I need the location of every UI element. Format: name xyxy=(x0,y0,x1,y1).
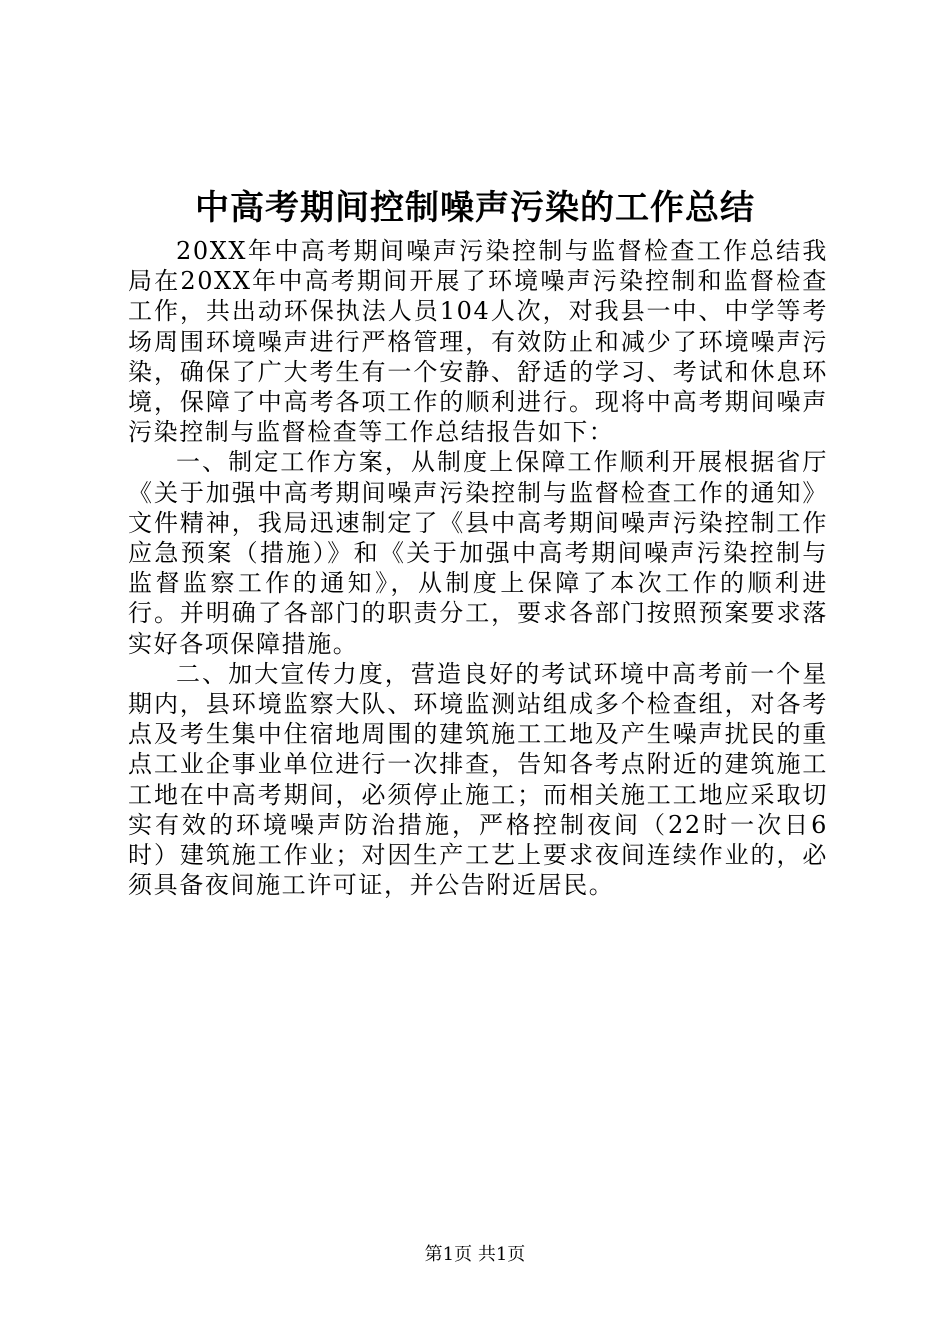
paragraph-intro: 20XX年中高考期间噪声污染控制与监督检查工作总结我局在20XX年中高考期间开展了环境噪声污染控制和监督检查工作，共出动环保执法人员104人次，对我县一中、中学等考场周围环境噪声进行严格管理，有效防止和减少了环境噪声污染，确保了广大考生有一个安静、舒适的学习、考试和休息环境，保障了中高考各项工作的顺利进行。现将中高考期间噪声污染控制与监督检查等工作总结报告如下： xyxy=(128,237,828,447)
page-number-footer: 第1页 共1页 xyxy=(424,1244,526,1265)
paragraph-section-one: 一、制定工作方案，从制度上保障工作顺利开展根据省厅《关于加强中高考期间噪声污染控制与监督检查工作的通知》文件精神，我局迅速制定了《县中高考期间噪声污染控制工作应急预案（措施）》和《关于加强中高考期间噪声污染控制与监督监察工作的通知》，从制度上保障了本次工作的顺利进行。并明确了各部门的职责分工，要求各部门按照预案要求落实好各项保障措施。 xyxy=(128,448,828,658)
document-title: 中高考期间控制噪声污染的工作总结 xyxy=(195,188,755,228)
document-body xyxy=(128,236,828,900)
paragraph-section-two: 二、加大宣传力度，营造良好的考试环境中高考前一个星期内，县环境监察大队、环境监测站组成多个检查组，对各考点及考生集中住宿地周围的建筑施工工地及产生噪声扰民的重点工业企事业单位进行一次排查，告知各考点附近的建筑施工工地在中高考期间，必须停止施工；而相关施工工地应采取切实有效的环境噪声防治措施，严格控制夜间（22时一次日6时）建筑施工作业；对因生产工艺上要求夜间连续作业的，必须具备夜间施工许可证，并公告附近居民。 xyxy=(128,659,828,900)
